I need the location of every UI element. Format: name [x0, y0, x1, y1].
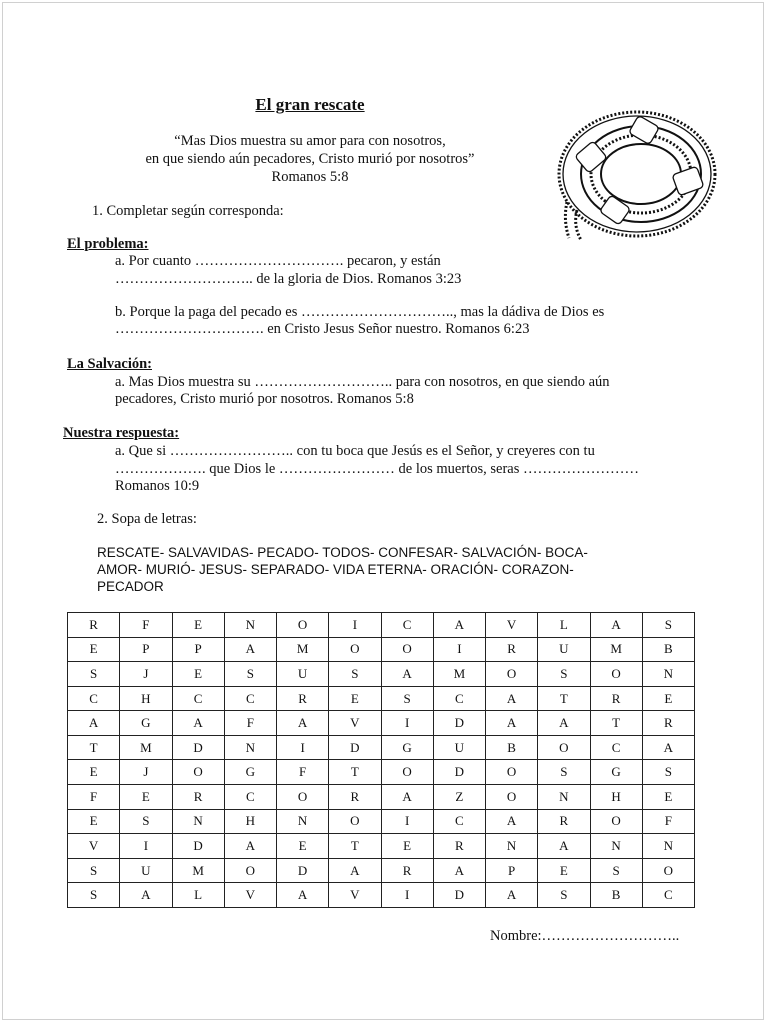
grid-cell: O [486, 662, 538, 687]
grid-cell: S [68, 883, 120, 908]
heading-nuestra-respuesta: Nuestra respuesta: [63, 425, 180, 441]
grid-cell: B [590, 883, 642, 908]
problema-a-line-2: ……………………….. de la gloria de Dios. Romanos 3:23 [115, 271, 462, 287]
grid-cell: A [172, 711, 224, 736]
grid-cell: M [172, 858, 224, 883]
grid-cell: C [433, 686, 485, 711]
grid-cell: J [120, 760, 172, 785]
grid-cell: D [329, 735, 381, 760]
grid-cell: T [68, 735, 120, 760]
grid-cell: R [68, 613, 120, 638]
grid-cell: V [68, 834, 120, 859]
grid-cell: E [172, 613, 224, 638]
grid-cell: Z [433, 785, 485, 810]
grid-cell: N [224, 613, 276, 638]
grid-cell: N [172, 809, 224, 834]
grid-cell: C [590, 735, 642, 760]
grid-row [68, 858, 695, 883]
grid-cell: D [433, 760, 485, 785]
instruction-sopa-de-letras: 2. Sopa de letras: [97, 511, 197, 527]
grid-cell: E [277, 834, 329, 859]
grid-cell: A [486, 809, 538, 834]
grid-cell: J [120, 662, 172, 687]
grid-cell: S [68, 858, 120, 883]
grid-cell: I [381, 883, 433, 908]
grid-cell: A [433, 613, 485, 638]
word-list-line-2: AMOR- MURIÓ- JESUS- SEPARADO- VIDA ETERNA- ORACIÓN- CORAZON- [97, 562, 574, 577]
grid-row [68, 834, 695, 859]
grid-cell: R [329, 785, 381, 810]
grid-cell: U [277, 662, 329, 687]
grid-cell: I [329, 613, 381, 638]
grid-cell: O [538, 735, 590, 760]
quote-line-2: en que siendo aún pecadores, Cristo murió por nosotros” [145, 151, 475, 167]
page-title: El gran rescate [255, 95, 365, 114]
grid-cell: N [642, 834, 694, 859]
grid-cell: O [590, 662, 642, 687]
grid-cell: E [172, 662, 224, 687]
grid-cell: A [381, 785, 433, 810]
grid-cell: E [120, 785, 172, 810]
grid-cell: A [120, 883, 172, 908]
grid-cell: S [224, 662, 276, 687]
grid-cell: B [486, 735, 538, 760]
grid-cell: P [120, 637, 172, 662]
grid-cell: O [381, 760, 433, 785]
grid-cell: S [642, 613, 694, 638]
problema-b-line-2: …………………………. en Cristo Jesus Señor nuestro. Romanos 6:23 [115, 321, 530, 337]
grid-cell: P [172, 637, 224, 662]
grid-cell: O [642, 858, 694, 883]
grid-row [68, 613, 695, 638]
grid-cell: V [486, 613, 538, 638]
grid-cell: H [224, 809, 276, 834]
quote-line-1: “Mas Dios muestra su amor para con nosotros, [174, 133, 446, 149]
grid-cell: C [433, 809, 485, 834]
grid-cell: V [224, 883, 276, 908]
grid-cell: I [381, 809, 433, 834]
grid-cell: A [277, 711, 329, 736]
grid-cell: P [486, 858, 538, 883]
grid-cell: F [277, 760, 329, 785]
grid-cell: G [120, 711, 172, 736]
grid-cell: I [120, 834, 172, 859]
grid-cell: C [381, 613, 433, 638]
grid-row [68, 883, 695, 908]
grid-cell: A [224, 637, 276, 662]
grid-cell: V [329, 883, 381, 908]
grid-cell: A [642, 735, 694, 760]
grid-cell: B [642, 637, 694, 662]
word-list-line-3: PECADOR [97, 579, 164, 594]
grid-cell: A [590, 613, 642, 638]
grid-cell: R [172, 785, 224, 810]
grid-cell: E [642, 686, 694, 711]
grid-cell: O [172, 760, 224, 785]
grid-cell: F [642, 809, 694, 834]
grid-cell: O [486, 785, 538, 810]
grid-cell: H [120, 686, 172, 711]
grid-cell: M [120, 735, 172, 760]
grid-cell: D [172, 735, 224, 760]
grid-cell: S [538, 760, 590, 785]
problema-b-line-1: b. Porque la paga del pecado es ………………………….., mas la dádiva de Dios es [115, 304, 605, 320]
grid-cell: R [277, 686, 329, 711]
grid-cell: T [590, 711, 642, 736]
grid-cell: F [224, 711, 276, 736]
grid-cell: S [538, 883, 590, 908]
grid-cell: T [538, 686, 590, 711]
grid-cell: D [277, 858, 329, 883]
grid-cell: U [433, 735, 485, 760]
grid-cell: U [120, 858, 172, 883]
respuesta-a-line-1: a. Que si …………………….. con tu boca que Jesús es el Señor, y creyeres con tu [115, 443, 595, 459]
grid-cell: A [486, 711, 538, 736]
grid-cell: R [642, 711, 694, 736]
grid-cell: C [642, 883, 694, 908]
heading-la-salvacion: La Salvación: [67, 356, 152, 372]
word-list-line-1: RESCATE- SALVAVIDAS- PECADO- TODOS- CONFESAR- SALVACIÓN- BOCA- [97, 545, 588, 560]
grid-cell: O [381, 637, 433, 662]
grid-row [68, 637, 695, 662]
grid-cell: C [68, 686, 120, 711]
grid-cell: R [538, 809, 590, 834]
grid-cell: A [381, 662, 433, 687]
salvacion-a-line-1: a. Mas Dios muestra su ……………………….. para con nosotros, en que siendo aún [115, 374, 610, 390]
grid-cell: A [224, 834, 276, 859]
grid-row [68, 686, 695, 711]
grid-cell: A [68, 711, 120, 736]
grid-cell: F [68, 785, 120, 810]
grid-cell: M [433, 662, 485, 687]
grid-cell: E [538, 858, 590, 883]
grid-cell: A [538, 834, 590, 859]
grid-cell: S [120, 809, 172, 834]
grid-cell: L [538, 613, 590, 638]
grid-cell: S [68, 662, 120, 687]
grid-cell: I [381, 711, 433, 736]
grid-cell: M [277, 637, 329, 662]
grid-row [68, 735, 695, 760]
grid-row [68, 711, 695, 736]
grid-cell: D [433, 883, 485, 908]
grid-cell: R [381, 858, 433, 883]
grid-cell: C [224, 686, 276, 711]
grid-cell: M [590, 637, 642, 662]
grid-cell: D [172, 834, 224, 859]
grid-cell: A [329, 858, 381, 883]
grid-cell: E [381, 834, 433, 859]
grid-cell: T [329, 834, 381, 859]
grid-cell: R [486, 637, 538, 662]
grid-cell: G [590, 760, 642, 785]
respuesta-a-line-3: Romanos 10:9 [115, 478, 200, 494]
grid-cell: U [538, 637, 590, 662]
grid-cell: N [642, 662, 694, 687]
grid-cell: A [277, 883, 329, 908]
grid-row [68, 662, 695, 687]
grid-cell: D [433, 711, 485, 736]
grid-row [68, 760, 695, 785]
grid-cell: R [433, 834, 485, 859]
salvacion-a-line-2: pecadores, Cristo murió por nosotros. Romanos 5:8 [115, 391, 414, 407]
grid-row [68, 809, 695, 834]
grid-cell: E [68, 809, 120, 834]
grid-cell: C [224, 785, 276, 810]
grid-cell: N [277, 809, 329, 834]
grid-cell: A [538, 711, 590, 736]
grid-cell: S [642, 760, 694, 785]
grid-cell: A [433, 858, 485, 883]
grid-cell: L [172, 883, 224, 908]
grid-cell: N [590, 834, 642, 859]
word-search-grid [67, 612, 695, 908]
grid-cell: O [224, 858, 276, 883]
grid-cell: F [120, 613, 172, 638]
quote-reference: Romanos 5:8 [271, 169, 349, 185]
grid-cell: N [224, 735, 276, 760]
grid-cell: S [590, 858, 642, 883]
respuesta-a-line-2: ………………. que Dios le …………………… de los muertos, seras …………………… [115, 461, 639, 477]
grid-cell: S [538, 662, 590, 687]
grid-cell: N [486, 834, 538, 859]
grid-cell: G [381, 735, 433, 760]
grid-cell: O [277, 785, 329, 810]
grid-cell: N [538, 785, 590, 810]
grid-cell: S [329, 662, 381, 687]
grid-cell: V [329, 711, 381, 736]
grid-cell: O [329, 637, 381, 662]
instruction-complete: 1. Completar según corresponda: [92, 203, 284, 219]
grid-cell: A [486, 686, 538, 711]
grid-cell: E [68, 637, 120, 662]
grid-cell: O [486, 760, 538, 785]
grid-cell: C [172, 686, 224, 711]
nombre-field: Nombre:……………………….. [490, 928, 680, 944]
grid-cell: A [486, 883, 538, 908]
grid-cell: G [224, 760, 276, 785]
grid-cell: I [433, 637, 485, 662]
problema-a-line-1: a. Por cuanto …………………………. pecaron, y están [115, 253, 441, 269]
lifebuoy-icon [555, 102, 727, 244]
grid-row [68, 785, 695, 810]
grid-cell: E [329, 686, 381, 711]
grid-cell: I [277, 735, 329, 760]
grid-cell: T [329, 760, 381, 785]
grid-cell: H [590, 785, 642, 810]
grid-cell: R [590, 686, 642, 711]
grid-cell: E [68, 760, 120, 785]
grid-cell: S [381, 686, 433, 711]
grid-cell: O [277, 613, 329, 638]
grid-cell: O [329, 809, 381, 834]
heading-el-problema: El problema: [67, 236, 149, 252]
grid-cell: E [642, 785, 694, 810]
grid-cell: O [590, 809, 642, 834]
